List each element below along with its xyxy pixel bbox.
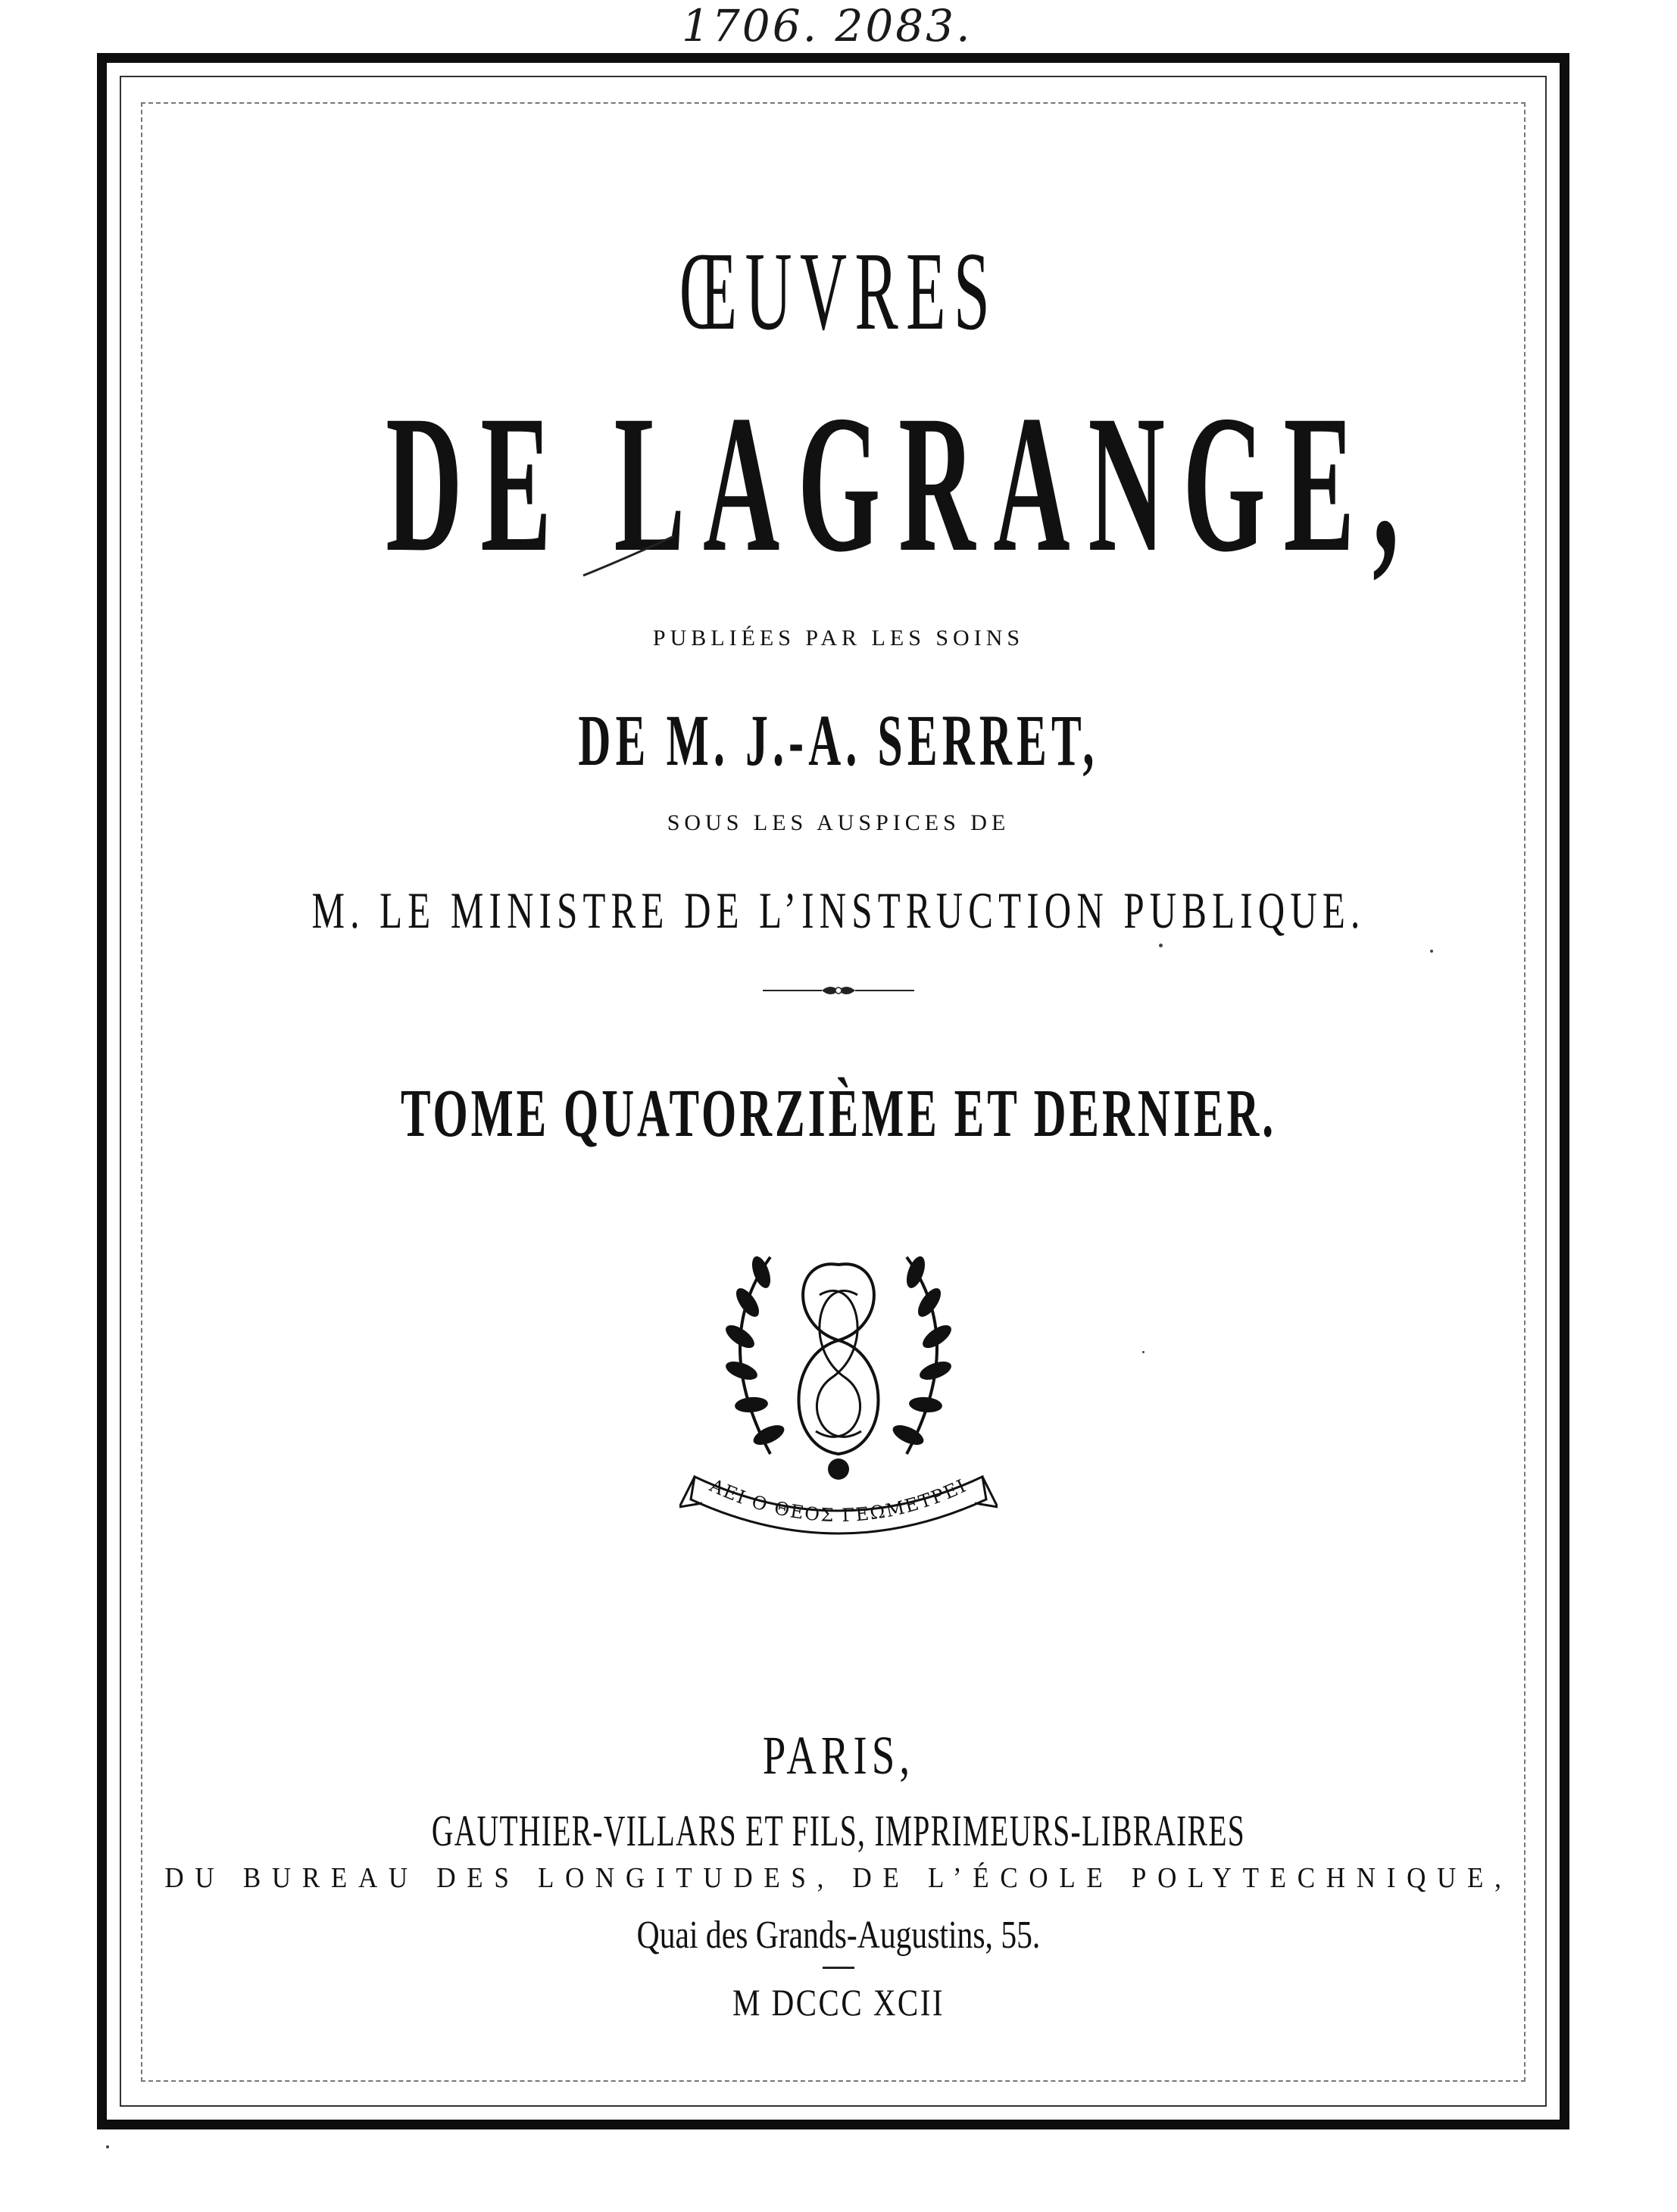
imprint-address: Quai des Grands-Augustins, 55. [636, 1914, 1041, 1957]
editor-intro: PUBLIÉES PAR LES SOINS [652, 626, 1025, 650]
title-oeuvres: ŒUVRES [679, 229, 998, 354]
imprint-institutions: DU BUREAU DES LONGITUDES, DE L’ÉCOLE POLYTECHNIQUE, [164, 1862, 1513, 1894]
imprint-divider [823, 1967, 854, 1969]
title-de-lagrange: DE LAGRANGE, [386, 375, 1417, 593]
pen-stroke-mark [576, 530, 682, 583]
ink-speck [1142, 1351, 1145, 1353]
sponsor-name: M. LE MINISTRE DE L’INSTRUCTION PUBLIQUE. [311, 881, 1366, 939]
publisher-emblem-icon [679, 1227, 998, 1560]
imprint-year: M DCCC XCII [732, 1981, 945, 2023]
volume-label: TOME QUATORZIÈME ET DERNIER. [400, 1076, 1277, 1151]
imprint-publisher: GAUTHIER-VILLARS ET FILS, IMPRIMEURS-LIBRAIRES [431, 1806, 1246, 1855]
ornament-divider-icon [763, 981, 914, 1000]
handwritten-shelf-number: 1706. 2083. [682, 0, 973, 51]
sponsor-intro: SOUS LES AUSPICES DE [667, 810, 1010, 835]
imprint-city: PARIS, [762, 1725, 915, 1786]
ink-speck [1430, 950, 1433, 953]
editor-name: DE M. J.-A. SERRET, [578, 700, 1099, 781]
ink-speck [106, 2145, 109, 2148]
emblem-motto: ΑΕΙ Ο ΘΕΟΣ ΓΕΩΜΕΤΡΕΙ [706, 1474, 971, 1527]
ink-speck [1159, 944, 1163, 947]
